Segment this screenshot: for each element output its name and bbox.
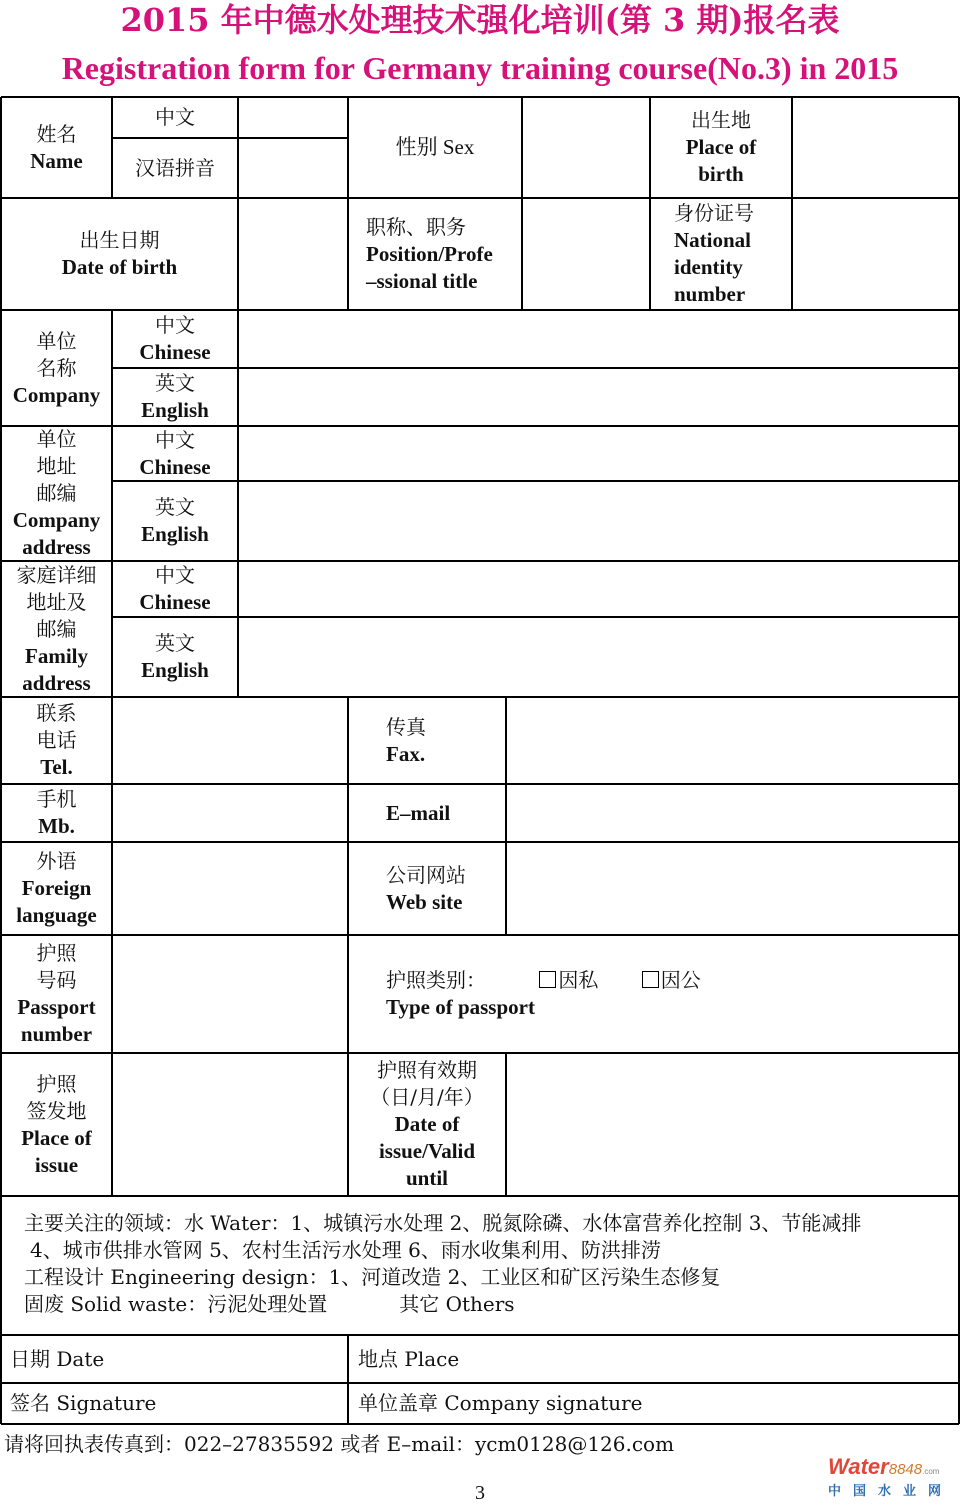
- company-address-chinese-field[interactable]: [238, 426, 959, 481]
- company-chinese-label: 中文 Chinese: [139, 313, 211, 364]
- company-address-label: 单位 地址 邮编 Company address: [12, 427, 101, 559]
- company-address-english-label: 英文 English: [141, 495, 209, 546]
- company-english-field[interactable]: [238, 368, 959, 426]
- company-signature-label: 单位盖章 Company signature: [358, 1391, 643, 1415]
- focus-areas: [24, 1210, 944, 1318]
- family-address-label: 家庭详细 地址及 邮编 Family address: [16, 562, 97, 695]
- dob-label: 出生日期 Date of birth: [61, 228, 178, 279]
- dob-field[interactable]: [238, 198, 348, 310]
- official-passport-checkbox[interactable]: [642, 971, 659, 988]
- passport-type-label: 护照类别：: [386, 968, 486, 992]
- email-label: E–mail: [386, 800, 451, 825]
- email-field[interactable]: [506, 784, 959, 842]
- company-address-english-field[interactable]: [238, 481, 959, 561]
- fax-field[interactable]: [506, 697, 959, 784]
- passport-issue-field[interactable]: [112, 1053, 348, 1196]
- tel-label: 联系 电话 Tel.: [36, 701, 77, 779]
- focus-line-1: 主要关注的领域：水 Water：1、城镇污水处理 2、脱氮除磷、水体富营养化控制 3、节能减排: [24, 1211, 862, 1235]
- website-field[interactable]: [506, 842, 959, 935]
- passport-validity-label: 护照有效期 （日/月/年） Date of issue/Valid until: [370, 1058, 484, 1190]
- website-label: 公司网站 Web site: [386, 862, 466, 914]
- passport-type-english: Type of passport: [386, 995, 535, 1019]
- company-chinese-field[interactable]: [238, 310, 959, 368]
- family-address-english-label: 英文 English: [141, 631, 209, 682]
- passport-validity-field[interactable]: [506, 1053, 959, 1196]
- name-pinyin-field[interactable]: [238, 138, 348, 198]
- national-id-field[interactable]: [792, 198, 959, 310]
- name-label: 姓名 Name: [30, 121, 83, 173]
- date-label: 日期 Date: [10, 1346, 105, 1371]
- place-label: 地点 Place: [358, 1346, 460, 1371]
- passport-type-group: [386, 935, 946, 1053]
- family-address-chinese-field[interactable]: [238, 561, 959, 617]
- focus-line-2: 4、城市供排水管网 5、农村生活污水处理 6、雨水收集利用、防洪排涝: [30, 1238, 661, 1262]
- focus-line-4: 固废 Solid waste：污泥处理处置 其它 Others: [24, 1292, 515, 1316]
- national-id-label: 身份证号 National identity number: [674, 201, 754, 306]
- passport-issue-label: 护照 签发地 Place of issue: [21, 1071, 92, 1177]
- birthplace-field[interactable]: [792, 97, 959, 198]
- private-passport-label: 因私: [558, 968, 599, 992]
- private-passport-checkbox[interactable]: [539, 971, 556, 988]
- company-label: 单位 名称 Company: [12, 328, 101, 407]
- name-chinese-field[interactable]: [238, 97, 348, 138]
- page-number: 3: [475, 1482, 485, 1504]
- birthplace-label: 出生地 Place of birth: [685, 108, 757, 186]
- name-chinese-label: 中文: [155, 105, 195, 129]
- signature-label: 签名 Signature: [10, 1391, 157, 1415]
- tel-field[interactable]: [112, 697, 348, 784]
- foreign-language-field[interactable]: [112, 842, 348, 935]
- family-address-english-field[interactable]: [238, 617, 959, 697]
- company-address-chinese-label: 中文 Chinese: [139, 427, 211, 479]
- title-chinese: 2015 年中德水处理技术强化培训(第 3 期)报名表: [120, 1, 840, 39]
- foreign-language-label: 外语 Foreign language: [16, 849, 97, 927]
- fax-label: 传真 Fax.: [386, 714, 426, 766]
- sex-field[interactable]: [522, 97, 650, 198]
- focus-line-3: 工程设计 Engineering design：1、河道改造 2、工业区和矿区污染生态修复: [24, 1265, 721, 1289]
- passport-number-label: 护照 号码 Passport number: [17, 941, 96, 1046]
- mobile-field[interactable]: [112, 784, 348, 842]
- return-instructions: 请将回执表传真到：022–27835592 或者 E–mail：ycm0128@126.com: [4, 1432, 675, 1456]
- family-address-chinese-label: 中文 Chinese: [139, 563, 211, 614]
- position-label: 职称、职务 Position/Profe –ssional title: [366, 214, 493, 293]
- title-english: Registration form for Germany training course(No.3) in 2015: [61, 50, 899, 86]
- mobile-label: 手机 Mb.: [36, 787, 77, 838]
- sex-label: 性别 Sex: [395, 135, 475, 159]
- position-field[interactable]: [522, 198, 650, 310]
- name-pinyin-label: 汉语拼音: [135, 155, 215, 180]
- official-passport-label: 因公: [660, 968, 701, 992]
- passport-number-field[interactable]: [112, 935, 348, 1053]
- water8848-logo: Water8848.com 中国水业网: [828, 1454, 954, 1499]
- company-english-label: 英文 English: [141, 371, 209, 422]
